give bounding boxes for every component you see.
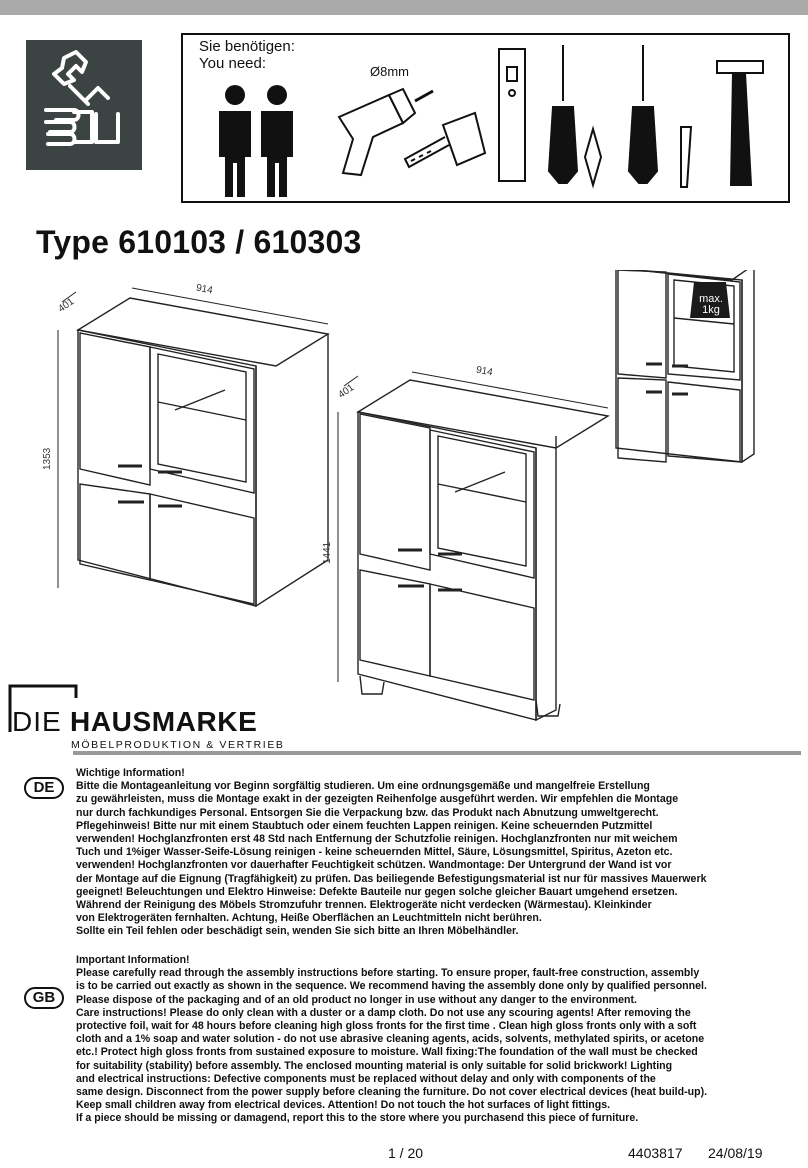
two-persons-icon	[219, 85, 293, 197]
gb-line: Important Information!	[76, 954, 190, 966]
brand-hausmarke: HAUSMARKE	[70, 706, 258, 737]
de-line: geeignet! Beleuchtungen und Elektro Hinweise: Defekte Bauteile nur gegen solche gleicher Bauart umgehend ersetzen.	[76, 885, 678, 898]
de-line: nur durch fachkundiges Personal. Entsorgen Sie die Verpackung bzw. das Produkt nach Abnutzung umweltgerecht.	[76, 806, 659, 819]
tools-illustration	[181, 33, 790, 203]
lang-badge-de: DE	[24, 777, 64, 799]
brand-die: DIE	[12, 706, 62, 737]
gb-line: cloth and a 1% soap and water solution - do not use abrasive cleaning agents, acids, solvents, methylated spirits, or acetone	[76, 1033, 705, 1046]
depth-label-small: 401	[56, 296, 77, 315]
gb-line: If a piece should be missing or damagend, report this to the store where you purchasend this piece of furniture.	[76, 1112, 639, 1125]
wrench-hand-icon	[26, 40, 142, 170]
de-line: verwenden! Hochglanzfronten erst 48 Std nach Entfernung der Schutzfolie reinigen. Hochglanzfronten nur mit weichem	[76, 833, 678, 846]
gb-line: Care instructions! Please do only clean with a duster or a damp cloth. Do not use any scouring agents! After removing the	[76, 1006, 691, 1019]
info-text-gb	[76, 954, 707, 1126]
de-line: von Elektrogeräten fernhalten. Achtung, Heiße Oberflächen an Leuchtmitteln nicht berühren.	[76, 912, 542, 925]
gb-line: same design. Disconnect from the power supply before cleaning the furniture. Do not cover electrical devices (heat build-up).	[76, 1086, 708, 1099]
gb-line: etc.! Protect high gloss fronts from sustained exposure to moisture. Wall fixing:The foundation of the wall must be checked	[76, 1046, 698, 1059]
tools-heading-en: You need:	[199, 55, 267, 72]
cabinet-load-drawing	[616, 270, 754, 462]
document-date: 24/08/19	[708, 1145, 763, 1161]
gb-line: and electrical instructions: Defective components must be replaced without delay and only with components of the	[76, 1072, 656, 1085]
de-line: zu gewährleisten, muss die Montage exakt in der gezeigten Reihenfolge ausgeführt werden. Wir empfehlen die Montage	[76, 793, 679, 806]
depth-label-large: 401	[336, 382, 357, 401]
page-number: 1 / 20	[388, 1145, 424, 1161]
hammer-icon	[717, 61, 763, 185]
gb-line: is to be carried out exactly as shown in the sequence. We recommend having the assembly done only by qualified personnel.	[76, 980, 707, 993]
gb-line: Keep small children away from electrical devices. Attention! Do not touch the hot surfaces of light fittings.	[76, 1099, 611, 1112]
top-load-max: max.	[682, 239, 706, 251]
de-line: Pflegehinweis! Bitte nur mit einem Staubtuch oder einem feuchten Lappen reinigen. Keine scheuernden Putzmittel	[76, 819, 653, 832]
page-title: Type 610103 / 610303	[36, 224, 362, 260]
tools-heading-de: Sie benötigen:	[199, 38, 295, 55]
assembly-logo	[26, 40, 142, 170]
drill-bit-label: Ø8mm	[370, 64, 409, 79]
phillips-screwdriver-icon	[549, 45, 601, 185]
de-line: der Montage auf die Eignung (Tragfähigkeit) zu prüfen. Das beiliegende Befestigungsmaterial ist nur für massives Mauerwerk	[76, 872, 707, 885]
de-line: Während der Reinigung des Möbels Stromzufuhr trennen. Elektrogeräte nicht verdecken (Wärmestau). Kleinkinder	[76, 899, 652, 912]
shelf-load-max: max.	[699, 293, 723, 305]
height-label-small: 1353	[42, 447, 53, 470]
cabinet-610303-drawing	[338, 372, 608, 720]
height-label-large: 1441	[322, 541, 333, 564]
flat-screwdriver-icon	[629, 45, 691, 187]
gb-line: Please carefully read through the assembly instructions before starting. To ensure proper, fault-free construction, assembly	[76, 967, 700, 980]
top-bar	[0, 0, 808, 15]
divider	[73, 751, 801, 755]
gb-line: Please dispose of the packaging and of an old product no longer in use without any danger to the environment.	[76, 993, 637, 1006]
de-line: Tuch und 1%iger Wasser-Seife-Lösung reinigen - keine scheuernden Mittel, Säure, Lösungsmittel, Spiritus, Azeton etc.	[76, 846, 673, 859]
width-label-large: 914	[475, 364, 494, 379]
cabinet-drawings	[0, 270, 808, 730]
spirit-level-icon	[499, 49, 525, 181]
de-line: Sollte ein Teil fehlen oder beschädigt sein, wenden Sie sich bitte an Ihren Möbelhändler.	[76, 925, 519, 938]
de-line: Wichtige Information!	[76, 767, 185, 779]
gb-line: for suitability (stability) before assembly. The enclosed mounting material is only suitable for solid brickwork! Lighting	[76, 1059, 673, 1072]
de-line: Bitte die Montageanleitung vor Beginn sorgfältig studieren. Um eine ordnungsgemäße und mangelfreie Erstellung	[76, 780, 650, 793]
brand-subtitle: MÖBELPRODUKTION & VERTRIEB	[71, 739, 285, 751]
shelf-load-value: 1kg	[702, 304, 720, 316]
info-text-de	[76, 767, 706, 939]
shelf-load-label	[694, 294, 728, 316]
top-load-label	[676, 240, 712, 262]
top-load-value: 20 kg	[680, 250, 708, 262]
de-line: verwenden! Hochglanzfronten vor dauerhafter Feuchtigkeit schützen. Wandmontage: Der Untergrund der Wand ist vor	[76, 859, 672, 872]
lang-badge-gb: GB	[24, 987, 64, 1009]
width-label-small: 914	[195, 282, 214, 297]
article-number: 4403817	[628, 1145, 683, 1161]
tape-measure-icon	[405, 113, 485, 167]
gb-line: protective foil, wait for 48 hours before cleaning high gloss fronts for the first time . Clean high gloss fronts only with a soft	[76, 1020, 697, 1033]
cabinet-610103-drawing	[58, 288, 328, 606]
